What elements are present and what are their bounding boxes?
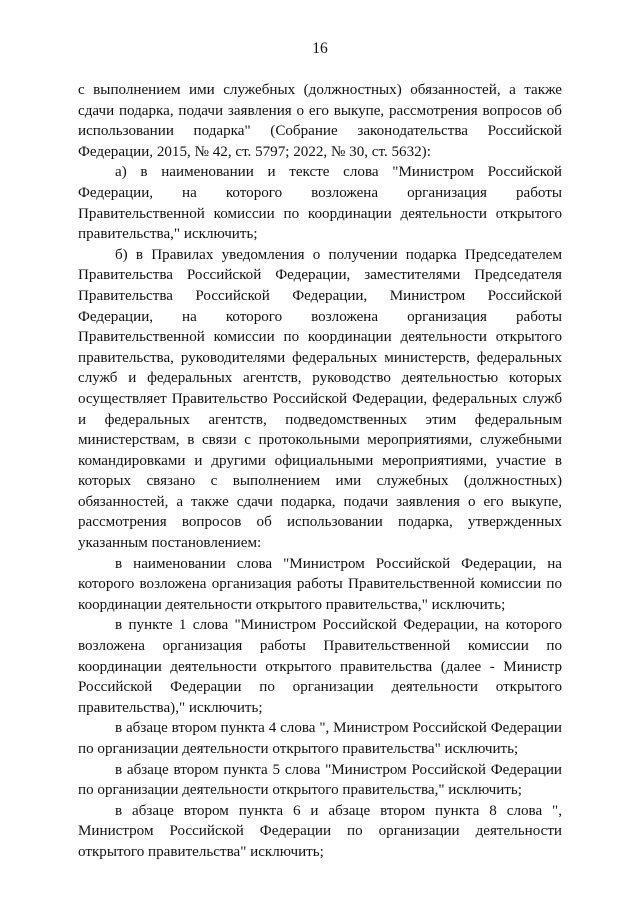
paragraph-points-6-8: в абзаце втором пункта 6 и абзаце втором пункта 8 слова ", Министром Российской Федерации по организации деятельности открытого правительства" исключить; [78,802,562,860]
paragraph-title-change: в наименовании слова "Министром Российской Федерации, на которого возложена организация работы Правительственной комиссии по координации деятельности открытого правительства," исключить; [78,555,562,613]
document-body [78,80,562,863]
paragraph-point-1: в пункте 1 слова "Министром Российской Федерации, на которого возложена организация работы Правительственной комиссии по координации деятельности открытого правительства (далее - Министр Российской Федерации по организации деятельности открытого правительства)," исключить; [78,617,562,716]
paragraph-point-4: в абзаце втором пункта 4 слова ", Министром Российской Федерации по организации деятельности открытого правительства" исключить; [78,720,562,757]
paragraph-item-a: а) в наименовании и тексте слова "Министром Российской Федерации, на которого возложена организация работы Правительственной комиссии по координации деятельности открытого правительства," исключить; [78,164,562,243]
page-number: 16 [312,40,328,57]
paragraph-continuation: с выполнением ими служебных (должностных) обязанностей, а также сдачи подарка, подачи заявления о его выкупе, рассмотрения вопросов об использовании подарка" (Собрание законодательства Российской Федерации, 2015, № 42, ст. 5797; 2022, № 30, ст. 5632): [78,82,562,160]
paragraph-point-5: в абзаце втором пункта 5 слова "Министром Российской Федерации по организации деятельности открытого правительства," исключить; [78,761,562,799]
paragraph-item-b: б) в Правилах уведомления о получении подарка Председателем Правительства Российской Федерации, заместителями Председателя Правительства Российской Федерации, Министром Российской Федерации, на которого возложена организация работы Правительственной комиссии по координации деятельности открытого правительства, руководителями федеральных министерств, федеральных служб и федеральных агентств, руководство деятельностью которых осуществляет Правительство Российской Федерации, федеральных служб и федеральных агентств, подведомственных этим федеральным министерствам, в связи с протокольными мероприятиями, служебными командировками и другими официальными мероприятиями, участие в которых связано с выполнением ими служебных (должностных) обязанностей, а также сдачи подарка, подачи заявления о его выкупе, рассмотрения вопросов об использовании подарка, утвержденных указанным постановлением: [78,246,562,552]
